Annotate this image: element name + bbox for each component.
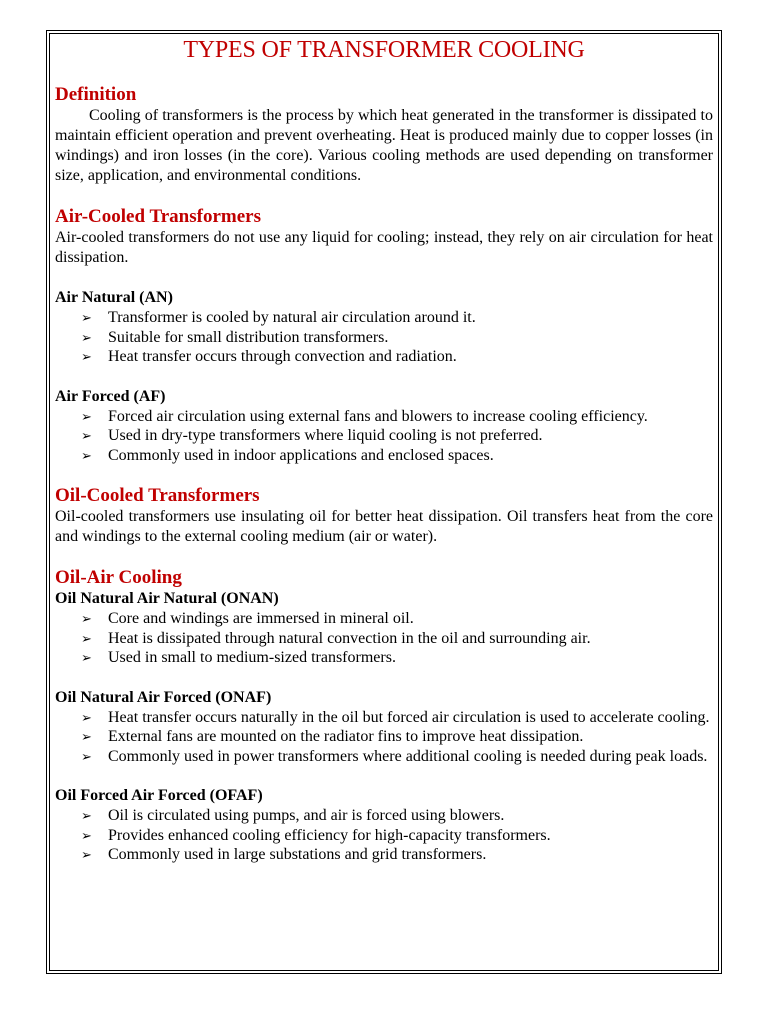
arrow-bullet-icon: ➢ <box>81 611 92 626</box>
list-item: ➢ Suitable for small distribution transformers. <box>81 328 389 346</box>
air-natural-list <box>55 308 713 367</box>
ofaf-heading: Oil Forced Air Forced (OFAF) <box>55 787 263 804</box>
air-cooled-heading: Air-Cooled Transformers <box>55 206 261 227</box>
air-natural-heading: Air Natural (AN) <box>55 289 173 306</box>
list-item: ➢ External fans are mounted on the radiator fins to improve heat dissipation. <box>81 728 584 745</box>
definition-text: Cooling of transformers is the process by which heat generated in the transformer is dissipated to maintain efficient operation and prevent overheating. Heat is produced mainly due to copper losses (in windings) and iron losses (in the core). Various cooling methods are used depending on transformer size, application, and environmental conditions. <box>55 107 713 184</box>
list-item: ➢ Heat is dissipated through natural convection in the oil and surrounding air. <box>81 629 591 647</box>
onaf-heading: Oil Natural Air Forced (ONAF) <box>55 688 272 706</box>
arrow-bullet-icon: ➢ <box>81 447 92 463</box>
ofaf-list <box>55 806 713 865</box>
list-item: ➢ Oil is circulated using pumps, and air is forced using blowers. <box>81 807 505 824</box>
arrow-bullet-icon: ➢ <box>81 847 92 862</box>
air-forced-list <box>55 407 713 466</box>
list-item: ➢ Transformer is cooled by natural air circulation around it. <box>81 309 476 326</box>
list-item: ➢ Forced air circulation using external fans and blowers to increase cooling efficiency. <box>81 407 648 425</box>
arrow-bullet-icon: ➢ <box>81 329 92 345</box>
arrow-bullet-icon: ➢ <box>81 729 92 744</box>
arrow-bullet-icon: ➢ <box>81 428 92 443</box>
definition-heading: Definition <box>55 84 137 105</box>
oil-air-heading: Oil-Air Cooling <box>55 567 182 588</box>
list-item: ➢ Commonly used in power transformers where additional cooling is needed during peak loads. <box>81 747 708 765</box>
arrow-bullet-icon: ➢ <box>81 709 92 725</box>
arrow-bullet-icon: ➢ <box>81 650 92 665</box>
air-cooled-text: Air-cooled transformers do not use any liquid for cooling; instead, they rely on air circulation for heat dissipation. <box>55 229 713 266</box>
oil-cooled-heading: Oil-Cooled Transformers <box>55 485 260 506</box>
air-forced-heading: Air Forced (AF) <box>55 387 166 405</box>
list-item: ➢ Core and windings are immersed in mineral oil. <box>81 610 414 627</box>
arrow-bullet-icon: ➢ <box>81 630 92 646</box>
arrow-bullet-icon: ➢ <box>81 827 92 843</box>
list-item: ➢ Commonly used in indoor applications and enclosed spaces. <box>81 446 494 464</box>
arrow-bullet-icon: ➢ <box>81 349 92 364</box>
oil-cooled-text: Oil-cooled transformers use insulating oil for better heat dissipation. Oil transfers heat from the core and windings to the external cooling medium (air or water). <box>55 508 713 545</box>
onaf-list <box>55 708 713 767</box>
arrow-bullet-icon: ➢ <box>81 408 92 424</box>
list-item: ➢ Heat transfer occurs naturally in the oil but forced air circulation is used to accelerate cooling. <box>81 708 710 726</box>
page-title: TYPES OF TRANSFORMER COOLING <box>183 37 585 63</box>
list-item: ➢ Commonly used in large substations and grid transformers. <box>81 846 487 863</box>
arrow-bullet-icon: ➢ <box>81 808 92 823</box>
onan-list <box>55 609 713 668</box>
arrow-bullet-icon: ➢ <box>81 310 92 325</box>
onan-heading: Oil Natural Air Natural (ONAN) <box>55 590 279 607</box>
list-item: ➢ Used in small to medium-sized transformers. <box>81 649 396 666</box>
document-body <box>55 34 713 865</box>
list-item: ➢ Heat transfer occurs through convection and radiation. <box>81 348 457 365</box>
list-item: ➢ Provides enhanced cooling efficiency for high-capacity transformers. <box>81 826 551 844</box>
list-item: ➢ Used in dry-type transformers where liquid cooling is not preferred. <box>81 427 543 444</box>
arrow-bullet-icon: ➢ <box>81 748 92 764</box>
